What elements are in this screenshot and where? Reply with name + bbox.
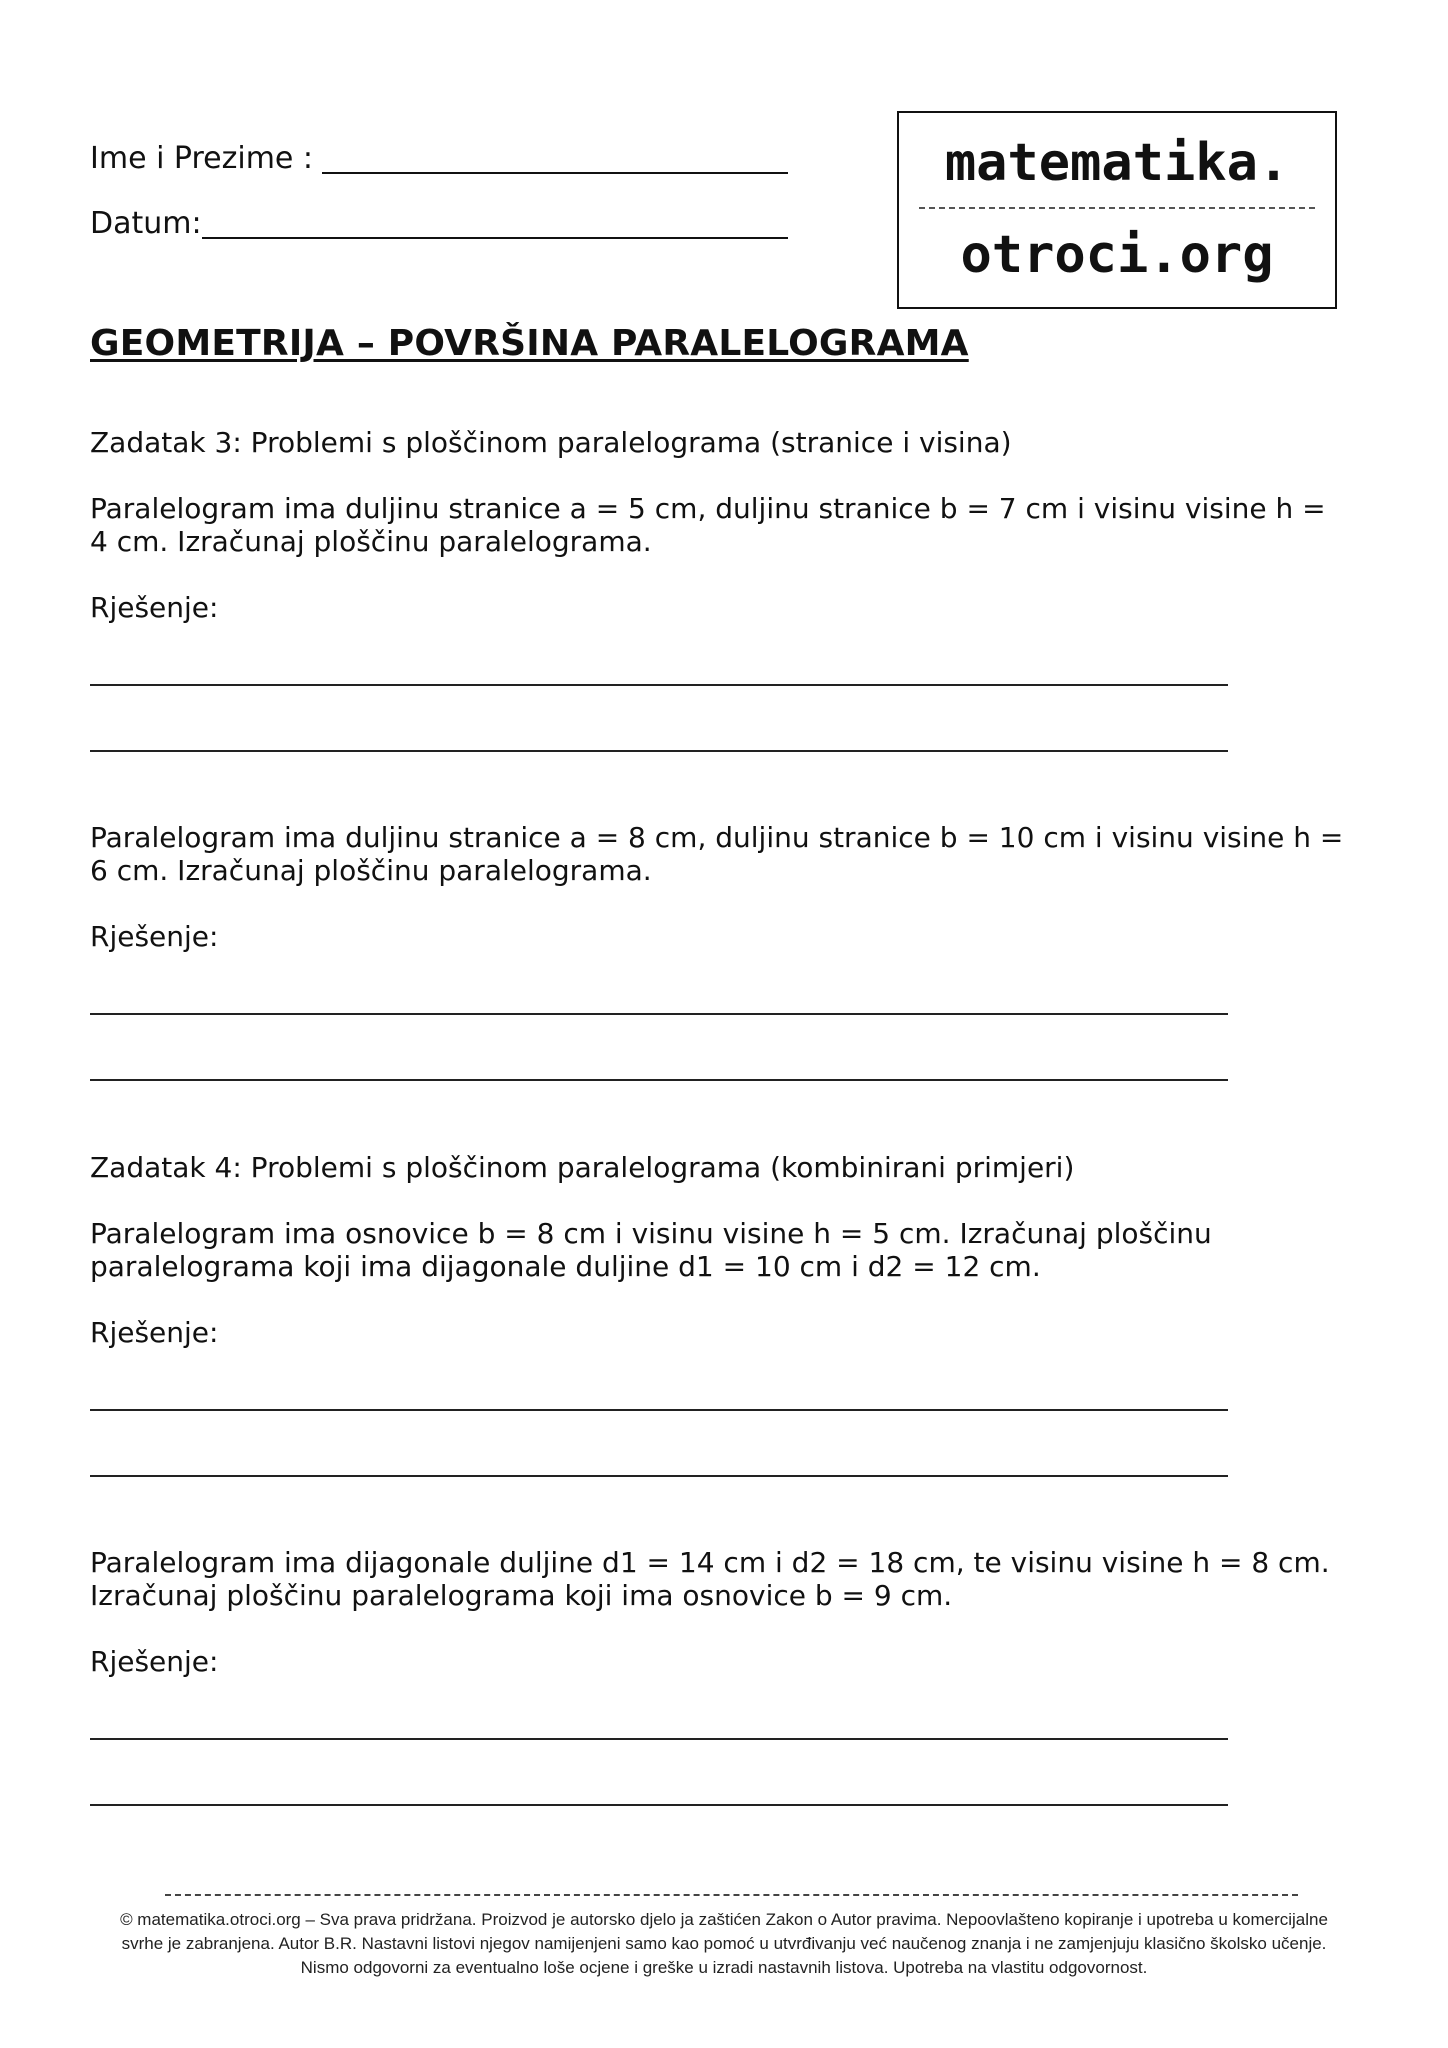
problem-2-solution-label: Rješenje: — [90, 920, 219, 953]
logo-divider — [919, 207, 1315, 209]
answer-line[interactable] — [90, 1013, 1228, 1015]
logo-line-2: otroci.org — [960, 225, 1274, 285]
answer-line[interactable] — [90, 1409, 1228, 1411]
problem-3-solution-label: Rješenje: — [90, 1316, 219, 1349]
logo-line-1: matematika. — [944, 133, 1290, 193]
answer-line[interactable] — [90, 1804, 1228, 1806]
answer-line[interactable] — [90, 750, 1228, 752]
problem-1-text: Paralelogram ima duljinu stranice a = 5 cm, duljinu stranice b = 7 cm i visinu visine h = 4 cm. Izračunaj ploščinu paralelograma. — [90, 492, 1326, 558]
answer-line[interactable] — [90, 1079, 1228, 1081]
problem-4-solution-label: Rješenje: — [90, 1645, 219, 1678]
task-4-heading: Zadatak 4: Problemi s ploščinom paralelograma (kombinirani primjeri) — [90, 1151, 1075, 1184]
footer-line-3: Nismo odgovorni za eventualno loše ocjene i greške u izradi nastavnih listova. Upotreba na vlastitu odgovornost. — [300, 1958, 1148, 1977]
task-3-heading: Zadatak 3: Problemi s ploščinom paralelograma (stranice i visina) — [90, 426, 1012, 459]
footer — [70, 1908, 1378, 1980]
page-title: GEOMETRIJA – POVRŠINA PARALELOGRAMA — [90, 323, 969, 364]
footer-line-2: svrhe je zabranjena. Autor B.R. Nastavni listovi njegov namijenjeni samo kao pomoć u utvrđivanju već naučenog znanja i ne zamjenjuju klasično školsko učenje. — [121, 1934, 1327, 1953]
answer-line[interactable] — [90, 1738, 1228, 1740]
name-field-line[interactable] — [322, 172, 788, 174]
answer-line[interactable] — [90, 684, 1228, 686]
answer-line[interactable] — [90, 1475, 1228, 1477]
footer-divider — [165, 1894, 1298, 1896]
site-logo — [897, 111, 1337, 309]
problem-4-text: Paralelogram ima dijagonale duljine d1 = 14 cm i d2 = 18 cm, te visinu visine h = 8 cm. Izračunaj ploščinu paralelograma koji ima osnovice b = 9 cm. — [90, 1546, 1330, 1612]
problem-2-text: Paralelogram ima duljinu stranice a = 8 cm, duljinu stranice b = 10 cm i visinu visine h = 6 cm. Izračunaj ploščinu paralelograma. — [90, 821, 1344, 887]
date-label: Datum: — [90, 206, 202, 241]
problem-1-solution-label: Rješenje: — [90, 591, 219, 624]
problem-3-text: Paralelogram ima osnovice b = 8 cm i visinu visine h = 5 cm. Izračunaj ploščinu paralelograma koji ima dijagonale duljine d1 = 10 cm i d2 = 12 cm. — [90, 1217, 1212, 1283]
date-field-line[interactable] — [202, 237, 788, 239]
footer-line-1: © matematika.otroci.org – Sva prava pridržana. Proizvod je autorsko djelo ja zaštićen Zakon o Autor pravima. Nepoovlašteno kopiranje i upotreba u komercijalne — [120, 1910, 1328, 1929]
name-label: Ime i Prezime : — [90, 141, 314, 176]
